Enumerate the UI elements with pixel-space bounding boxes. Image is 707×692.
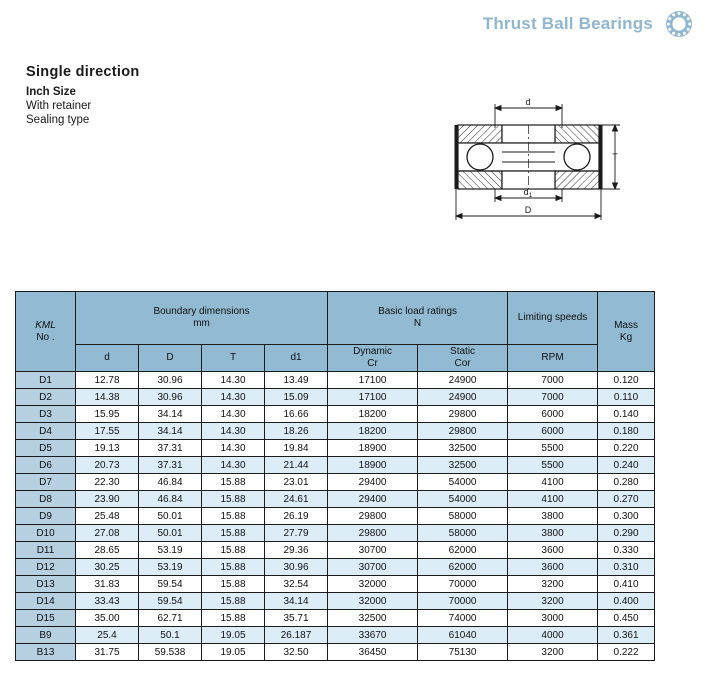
cell-D: 50.1 [139,627,202,644]
cell-d: 31.75 [76,644,139,661]
table-row[interactable] [16,593,655,610]
cell-mass: 0.222 [598,644,655,661]
table-header-row-sub [16,345,655,372]
cell-kml: D8 [16,491,76,508]
cell-mass: 0.240 [598,457,655,474]
header-load-line2: N [413,318,422,329]
cell-d1: 19.84 [265,440,328,457]
cell-rpm: 4100 [508,474,598,491]
cell-static-cor: 61040 [418,627,508,644]
cell-d1: 27.79 [265,525,328,542]
cell-d1: 30.96 [265,559,328,576]
header-col-dynamic-cr [328,345,418,372]
cell-kml: D7 [16,474,76,491]
cell-kml: D9 [16,508,76,525]
cell-rpm: 3200 [508,644,598,661]
cell-mass: 0.400 [598,593,655,610]
page-title: Single direction [26,64,140,80]
cell-dynamic-cr: 32500 [328,610,418,627]
table-row[interactable] [16,474,655,491]
cell-mass: 0.110 [598,389,655,406]
cell-static-cor: 75130 [418,644,508,661]
cell-T: 15.88 [202,559,265,576]
cell-dynamic-cr: 18900 [328,457,418,474]
subtitle-with-retainer: With retainer [26,100,92,112]
cell-kml: D11 [16,542,76,559]
table-row[interactable] [16,406,655,423]
cell-D: 34.14 [139,423,202,440]
table-row[interactable] [16,559,655,576]
title-block [26,64,140,127]
header-load-line1: Basic load ratings [378,306,458,317]
cell-kml: D14 [16,593,76,610]
table-row[interactable] [16,644,655,661]
svg-text:d: d [525,97,531,107]
cell-kml: D5 [16,440,76,457]
table-row[interactable] [16,576,655,593]
header-limiting-speeds: Limiting speeds [508,292,598,345]
cell-static-cor: 24900 [418,372,508,389]
cell-T: 19.05 [202,644,265,661]
cell-rpm: 6000 [508,423,598,440]
header-mass-line2: Kg [619,331,633,343]
cell-static-cor: 58000 [418,525,508,542]
cell-kml: B13 [16,644,76,661]
cell-d: 12.78 [76,372,139,389]
cell-d: 27.08 [76,525,139,542]
cell-rpm: 4000 [508,627,598,644]
cell-kml: D1 [16,372,76,389]
cell-static-cor: 29800 [418,406,508,423]
cell-D: 59.538 [139,644,202,661]
cell-d1: 32.50 [265,644,328,661]
cell-dynamic-cr: 17100 [328,389,418,406]
cell-mass: 0.300 [598,508,655,525]
cell-D: 37.31 [139,440,202,457]
cell-d: 22.30 [76,474,139,491]
cell-kml: D15 [16,610,76,627]
header-kml-line2: No . [36,331,55,343]
cell-kml: D13 [16,576,76,593]
cell-d1: 26.187 [265,627,328,644]
cell-T: 14.30 [202,389,265,406]
cell-d: 30.25 [76,559,139,576]
header-dynamic-line2: Cr [367,358,378,369]
cell-d1: 24.61 [265,491,328,508]
table-body [16,372,655,661]
table-row[interactable] [16,610,655,627]
header-static-line1: Static [450,346,476,357]
header-col-T: T [202,345,265,372]
cell-d: 17.55 [76,423,139,440]
cell-d: 23.90 [76,491,139,508]
header-mass [598,292,655,372]
cell-dynamic-cr: 18200 [328,406,418,423]
cell-d: 14.38 [76,389,139,406]
cell-d: 25.4 [76,627,139,644]
header-kml-no [16,292,76,372]
cell-dynamic-cr: 29400 [328,474,418,491]
cell-D: 62.71 [139,610,202,627]
cell-D: 30.96 [139,372,202,389]
header-boundary-line2: mm [193,318,210,329]
cell-T: 14.30 [202,423,265,440]
table-row[interactable] [16,508,655,525]
cell-mass: 0.450 [598,610,655,627]
cell-d: 31.83 [76,576,139,593]
cell-static-cor: 58000 [418,508,508,525]
cell-static-cor: 24900 [418,389,508,406]
table-row[interactable] [16,627,655,644]
cell-mass: 0.310 [598,559,655,576]
cell-T: 14.30 [202,457,265,474]
cell-mass: 0.270 [598,491,655,508]
cell-D: 37.31 [139,457,202,474]
cell-D: 59.54 [139,593,202,610]
header-col-d: d [76,345,139,372]
cell-dynamic-cr: 18900 [328,440,418,457]
svg-text:T: T [612,152,618,162]
cell-mass: 0.140 [598,406,655,423]
header-col-static-cor [418,345,508,372]
cell-rpm: 5500 [508,440,598,457]
cell-mass: 0.180 [598,423,655,440]
cell-D: 46.84 [139,474,202,491]
brand-header [483,10,693,38]
header-dynamic-line1: Dynamic [353,346,392,357]
header-kml-line1: KML [35,319,56,331]
cell-kml: D4 [16,423,76,440]
cell-rpm: 3200 [508,576,598,593]
cell-rpm: 7000 [508,372,598,389]
cell-d: 33.43 [76,593,139,610]
cell-rpm: 6000 [508,406,598,423]
svg-text:D: D [524,205,532,215]
cell-rpm: 3200 [508,593,598,610]
header-col-D: D [139,345,202,372]
cell-d1: 35.71 [265,610,328,627]
cell-kml: D6 [16,457,76,474]
table-row[interactable] [16,491,655,508]
cell-T: 15.88 [202,576,265,593]
cell-mass: 0.330 [598,542,655,559]
header-boundary-line1: Boundary dimensions [153,306,250,317]
cell-d1: 13.49 [265,372,328,389]
cell-d: 35.00 [76,610,139,627]
table-row[interactable] [16,525,655,542]
cell-d: 19.13 [76,440,139,457]
cell-T: 15.88 [202,542,265,559]
table-row[interactable] [16,372,655,389]
cell-T: 19.05 [202,627,265,644]
cell-T: 14.30 [202,406,265,423]
cell-dynamic-cr: 30700 [328,542,418,559]
cell-rpm: 5500 [508,457,598,474]
cell-d1: 29.36 [265,542,328,559]
cell-d: 20.73 [76,457,139,474]
thrust-ball-bearing-cross-section [440,92,625,227]
cell-D: 30.96 [139,389,202,406]
cell-d1: 15.09 [265,389,328,406]
cell-static-cor: 29800 [418,423,508,440]
cell-d: 15.95 [76,406,139,423]
cell-d: 25.48 [76,508,139,525]
cell-rpm: 3600 [508,542,598,559]
cell-dynamic-cr: 29800 [328,525,418,542]
cell-D: 59.54 [139,576,202,593]
cell-D: 50.01 [139,525,202,542]
table-row[interactable] [16,423,655,440]
cell-T: 15.88 [202,525,265,542]
cell-dynamic-cr: 36450 [328,644,418,661]
cell-rpm: 3800 [508,508,598,525]
cell-static-cor: 32500 [418,440,508,457]
cell-T: 14.30 [202,440,265,457]
cell-D: 50.01 [139,508,202,525]
cell-mass: 0.361 [598,627,655,644]
header-static-line2: Cor [454,358,471,369]
cell-T: 15.88 [202,593,265,610]
header-col-d1: d1 [265,345,328,372]
cell-rpm: 3800 [508,525,598,542]
cell-D: 53.19 [139,559,202,576]
subtitle-inch-size: Inch Size [26,86,76,98]
header-basic-load-ratings [328,292,508,345]
table-row[interactable] [16,389,655,406]
cell-static-cor: 70000 [418,593,508,610]
cell-T: 14.30 [202,372,265,389]
cell-kml: D10 [16,525,76,542]
cell-dynamic-cr: 18200 [328,423,418,440]
cell-kml: B9 [16,627,76,644]
table-row[interactable] [16,440,655,457]
cell-dynamic-cr: 29400 [328,491,418,508]
cell-static-cor: 74000 [418,610,508,627]
cell-static-cor: 62000 [418,559,508,576]
cell-kml: D2 [16,389,76,406]
cell-d1: 32.54 [265,576,328,593]
cell-mass: 0.410 [598,576,655,593]
cell-dynamic-cr: 17100 [328,372,418,389]
cell-mass: 0.120 [598,372,655,389]
table-header-row-top [16,292,655,345]
cell-dynamic-cr: 33670 [328,627,418,644]
cell-static-cor: 62000 [418,542,508,559]
cell-kml: D12 [16,559,76,576]
cell-rpm: 3000 [508,610,598,627]
cell-d: 28.65 [76,542,139,559]
cell-D: 46.84 [139,491,202,508]
cell-rpm: 4100 [508,491,598,508]
cell-kml: D3 [16,406,76,423]
subtitle-sealing-type: Sealing type [26,114,90,126]
cell-static-cor: 54000 [418,474,508,491]
cell-d1: 26.19 [265,508,328,525]
specification-table [15,291,654,661]
cell-static-cor: 54000 [418,491,508,508]
cell-T: 15.88 [202,610,265,627]
cell-rpm: 7000 [508,389,598,406]
ball-bearing-icon [665,10,693,38]
cell-T: 15.88 [202,508,265,525]
cell-static-cor: 32500 [418,457,508,474]
cell-T: 15.88 [202,474,265,491]
header-boundary-dimensions [76,292,328,345]
cell-mass: 0.280 [598,474,655,491]
cell-T: 15.88 [202,491,265,508]
cell-static-cor: 70000 [418,576,508,593]
cell-d1: 18.26 [265,423,328,440]
brand-title: Thrust Ball Bearings [482,14,653,33]
cell-dynamic-cr: 29800 [328,508,418,525]
cell-rpm: 3600 [508,559,598,576]
header-mass-line1: Mass [614,319,638,331]
cell-d1: 16.66 [265,406,328,423]
cell-dynamic-cr: 32000 [328,593,418,610]
table-row[interactable] [16,542,655,559]
table-row[interactable] [16,457,655,474]
cell-D: 53.19 [139,542,202,559]
cell-d1: 21.44 [265,457,328,474]
cell-d1: 34.14 [265,593,328,610]
cell-mass: 0.290 [598,525,655,542]
cell-dynamic-cr: 30700 [328,559,418,576]
cell-d1: 23.01 [265,474,328,491]
svg-text:d1: $d_1$ [523,187,533,199]
cell-dynamic-cr: 32000 [328,576,418,593]
cell-mass: 0.220 [598,440,655,457]
header-col-rpm: RPM [508,345,598,372]
cell-D: 34.14 [139,406,202,423]
